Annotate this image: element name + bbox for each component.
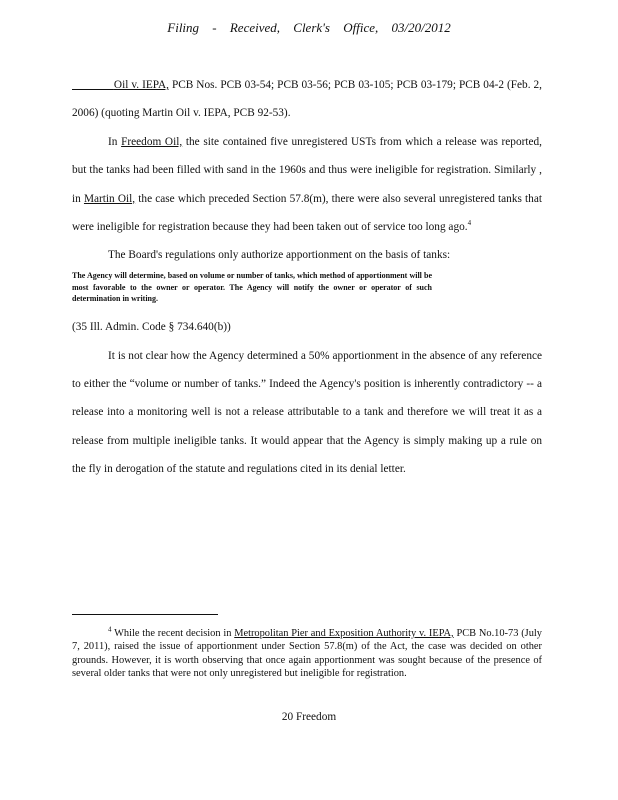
paragraph-regulations: The Board's regulations only authorize apportionment on the basis of tanks: — [108, 249, 451, 262]
regulation-citation: (35 Ill. Admin. Code § 734.640(b)) — [72, 321, 231, 334]
block-quote: The Agency will determine, based on volume or number of tanks, which method of apportionment will be most favorable to the owner or operator. The Agency will notify the owner or operator of such determination in writing. — [72, 270, 432, 304]
case-name-freedom-oil: Freedom Oil, — [121, 135, 183, 148]
paragraph-apportionment-analysis: It is not clear how the Agency determined a 50% apportionment in the absence of any reference to either the “volume or number of tanks.” Indeed the Agency's position is inherently contradictory -- a release into a monitoring well is not a release attributable to a tank and therefore we will treat it as a release from multiple ineligible tanks. It would appear that the Agency is simply making up a rule on the fly in derogation of the statute and regulations cited in its denial letter. — [72, 349, 542, 476]
footnote-divider — [72, 614, 218, 615]
paragraph-citation-continuation: Oil v. IEPA, PCB Nos. PCB 03-54; PCB 03-56; PCB 03-105; PCB 03-179; PCB 04-2 (Feb. 2, 2006) (quoting Martin Oil v. IEPA, PCB 92-53). — [72, 79, 542, 120]
case-name-link: Oil v. IEPA, — [113, 79, 169, 91]
case-name-martin-oil: Martin Oil, — [83, 192, 136, 205]
footnote-reference: 4 — [467, 219, 472, 228]
body-text — [72, 71, 542, 484]
paragraph-freedom-oil: In Freedom Oil, the site contained five unregistered USTs from which a release was reported, but the tanks had been filled with sand in the 1960s and thus were ineligible for registration. Similarly , in Martin Oil, the case which preceded Section 57.8(m), there were also several unregistered tanks that were ineligible for registration because they had been taken out of service too long ago.$^4$ — [72, 135, 542, 234]
footnote: $^4$ While the recent decision in Metropolitan Pier and Exposition Authority v. IEPA, PCB No.10-73 (July 7, 2011), raised the issue of apportionment under Section 57.8(m) of the Act, the case was decided on other grounds. However, it is worth observing that once again apportionment was sought because of the presence of several older tanks that were not only unregistered but ineligible for registration. — [72, 625, 542, 680]
footnote-number: 4 — [108, 625, 112, 634]
filing-stamp-header: Filing - Received, Clerk's Office, 03/20/2012 — [167, 20, 451, 35]
page-footer: 20 Freedom — [281, 711, 337, 723]
footnote-case-name: Metropolitan Pier and Exposition Authority v. IEPA, — [234, 628, 454, 639]
